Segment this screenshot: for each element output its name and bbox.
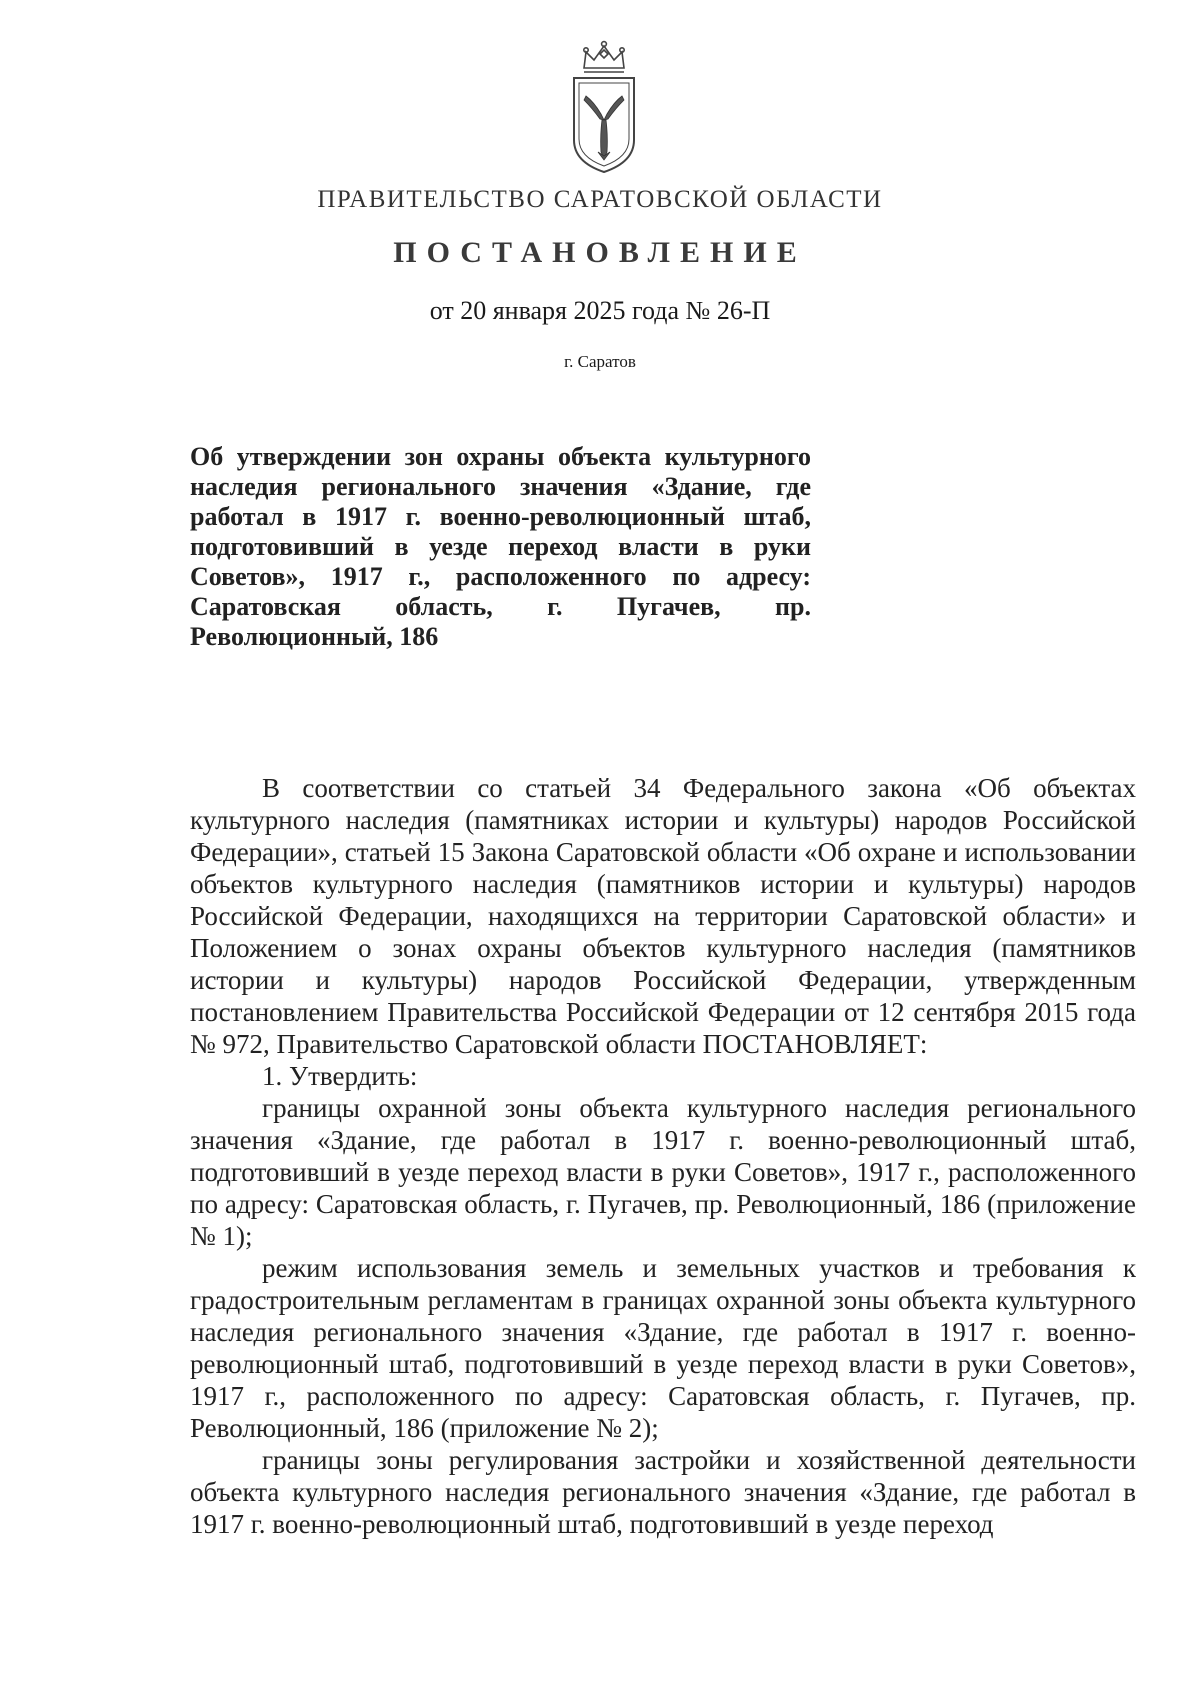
item-1: 1. Утвердить:	[262, 1061, 418, 1091]
saratov-coat-of-arms-icon	[564, 40, 644, 176]
document-city: г. Саратов	[564, 352, 636, 371]
sterlet-icon	[584, 96, 624, 160]
document-body	[190, 772, 1136, 1540]
document-subject: Об утверждении зон охраны объекта культурного наследия регионального значения «Здание, где работал в 1917 г. военно-революционный штаб, подготовивший в уезде переход власти в руки Советов», 1917 г., расположенного по адресу: Саратовская область, г. Пугачев, пр. Революционный, 186	[190, 442, 811, 651]
government-name: ПРАВИТЕЛЬСТВО САРАТОВСКОЙ ОБЛАСТИ	[317, 186, 883, 213]
crown-icon	[584, 42, 624, 72]
clause-regulation-zone-boundaries: границы зоны регулирования застройки и хозяйственной деятельности объекта культурного наследия регионального значения «Здание, где работал в 1917 г. военно-революционный штаб, подготовивший в уезде переход	[190, 1445, 1136, 1539]
preamble-paragraph: В соответствии со статьей 34 Федерального закона «Об объектах культурного наследия (памятниках истории и культуры) народов Российской Федерации», статьей 15 Закона Саратовской области «Об охране и использовании объектов культурного наследия (памятников истории и культуры) народов Российской Федерации, находящихся на территории Саратовской области» и Положением о зонах охраны объектов культурного наследия (памятников истории и культуры) народов Российской Федерации, утвержденным постановлением Правительства Российской Федерации от 12 сентября 2015 года № 972, Правительство Саратовской области ПОСТАНОВЛЯЕТ:	[190, 773, 1136, 1059]
document-date-number: от 20 января 2025 года № 26-П	[429, 296, 771, 325]
clause-protection-zone-boundaries: границы охранной зоны объекта культурного наследия регионального значения «Здание, где работал в 1917 г. военно-революционный штаб, подготовивший в уезде переход власти в руки Советов», 1917 г., расположенного по адресу: Саратовская область, г. Пугачев, пр. Революционный, 186 (приложение № 1);	[190, 1093, 1136, 1251]
clause-land-use-regime: режим использования земель и земельных участков и требования к градостроительным регламентам в границах охранной зоны объекта культурного наследия регионального значения «Здание, где работал в 1917 г. военно-революционный штаб, подготовивший в уезде переход власти в руки Советов», 1917 г., расположенного по адресу: Саратовская область, г. Пугачев, пр. Революционный, 186 (приложение № 2);	[190, 1253, 1136, 1443]
document-type: ПОСТАНОВЛЕНИЕ	[393, 236, 807, 269]
